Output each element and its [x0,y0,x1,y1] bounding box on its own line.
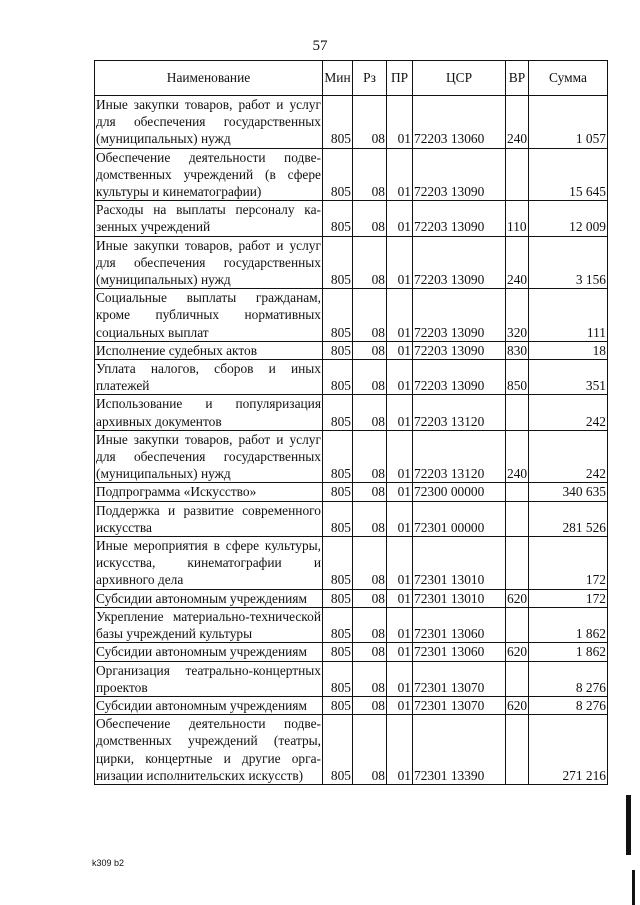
cell-min: 805 [323,589,353,607]
cell-vr: 240 [506,236,529,289]
header-min: Мин [323,61,353,96]
cell-pr: 01 [387,148,413,201]
cell-vr [506,483,529,501]
cell-min: 805 [323,236,353,289]
cell-vr: 620 [507,697,528,713]
cell-name: Иные закупки товаров, работ и услуг для обеспечения государственных (муниципальных) нужд [96,431,321,482]
cell-sum: 281 526 [529,501,608,536]
cell-csr: 72301 00000 [413,501,506,536]
table-row [95,430,608,483]
cell-rz: 08 [353,501,387,536]
cell-sum: 18 [529,341,608,359]
cell-vr: 830 [507,342,528,358]
cell-sum: 242 [529,395,608,430]
cell-sum: 111 [529,289,608,342]
table-row [95,96,608,149]
table-row [95,483,608,501]
cell-vr [506,395,529,430]
cell-vr [506,607,529,642]
table-row [95,236,608,289]
cell-rz: 08 [353,96,387,149]
cell-sum: 242 [529,430,608,483]
cell-pr: 01 [387,430,413,483]
table-row [95,201,608,236]
cell-csr: 72203 13090 [413,201,506,236]
cell-sum: 15 645 [529,148,608,201]
cell-vr: 620 [507,644,528,660]
cell-min: 805 [323,661,353,696]
cell-pr: 01 [387,696,413,714]
cell-rz: 08 [353,148,387,201]
cell-min: 805 [323,483,353,501]
cell-name: Исполнение судебных актов [95,341,323,359]
cell-pr: 01 [387,589,413,607]
cell-rz: 08 [353,395,387,430]
cell-name: Обеспечение деятельности подведомственных учреждений (в сфере культуры и кинематографии) [96,149,321,200]
cell-vr [506,501,529,536]
footer-code: k309 b2 [92,858,125,868]
table-row [95,661,608,696]
table-row [95,643,608,661]
cell-min: 805 [323,201,353,236]
cell-rz: 08 [353,643,387,661]
cell-sum: 1 862 [529,643,608,661]
cell-name: Субсидии автономным учреждениям [95,589,323,607]
cell-name: Расходы на выплаты персоналу казенных учреждений [96,202,321,235]
cell-name: Субсидии автономным учреждениям [95,643,323,661]
cell-name: Иные мероприятия в сфере культуры, искусства, кинематографии и архивного дела [96,538,321,588]
cell-pr: 01 [387,501,413,536]
cell-pr: 01 [387,360,413,395]
cell-sum: 1 862 [529,607,608,642]
cell-min: 805 [323,289,353,342]
cell-sum: 8 276 [529,696,608,714]
cell-csr: 72301 13060 [413,607,506,642]
cell-csr: 72203 13120 [413,430,506,483]
cell-pr: 01 [387,715,413,785]
cell-name: Обеспечение деятельности подведомственных учреждений (театры, цирки, концертные и другие организации исполнительских искусств) [96,716,321,783]
cell-rz: 08 [353,430,387,483]
cell-pr: 01 [387,607,413,642]
table-row [95,289,608,342]
cell-name: Уплата налогов, сборов и иных платежей [96,361,321,394]
cell-sum: 351 [529,360,608,395]
table-row [95,148,608,201]
cell-sum: 271 216 [529,715,608,785]
cell-csr: 72301 13390 [413,715,506,785]
cell-min: 805 [323,696,353,714]
cell-pr: 01 [387,483,413,501]
header-sum: Сумма [529,61,608,96]
cell-vr: 240 [506,430,529,483]
cell-sum: 12 009 [529,201,608,236]
cell-vr [506,148,529,201]
cell-pr: 01 [387,96,413,149]
cell-sum: 172 [529,537,608,590]
cell-min: 805 [323,643,353,661]
table-row [95,696,608,714]
cell-csr: 72301 13010 [413,537,506,590]
cell-rz: 08 [353,696,387,714]
table-row [95,607,608,642]
cell-sum: 1 057 [529,96,608,149]
cell-min: 805 [323,341,353,359]
cell-csr: 72203 13090 [413,289,506,342]
budget-table [94,60,608,785]
cell-min: 805 [323,607,353,642]
cell-pr: 01 [387,537,413,590]
cell-name: Иные закупки товаров, работ и услуг для обеспечения государственных (муниципальных) нужд [96,97,321,147]
cell-vr: 110 [506,201,529,236]
table-row [95,589,608,607]
cell-rz: 08 [353,661,387,696]
cell-name: Иные закупки товаров, работ и услуг для обеспечения государственных (муниципальных) нужд [96,237,321,288]
cell-rz: 08 [353,236,387,289]
cell-pr: 01 [387,643,413,661]
cell-pr: 01 [387,236,413,289]
table-row [95,501,608,536]
cell-rz: 08 [353,201,387,236]
cell-sum: 340 635 [529,483,608,501]
cell-vr: 320 [506,289,529,342]
cell-csr: 72203 13090 [413,148,506,201]
table-row [95,341,608,359]
cell-sum: 172 [529,589,608,607]
table-row [95,537,608,590]
header-pr: ПР [387,61,413,96]
cell-pr: 01 [387,395,413,430]
table-body [95,96,608,785]
cell-vr [506,661,529,696]
header-csr: ЦСР [413,61,506,96]
cell-vr: 850 [506,360,529,395]
cell-csr: 72301 13070 [413,661,506,696]
cell-csr: 72203 13060 [413,96,506,149]
cell-csr: 72301 13010 [413,589,506,607]
cell-min: 805 [323,148,353,201]
header-vr: ВР [506,61,529,96]
cell-name: Подпрограмма «Искусство» [95,483,323,501]
cell-csr: 72203 13120 [413,395,506,430]
cell-pr: 01 [387,201,413,236]
table-header-row [95,61,608,96]
cell-name: Поддержка и развитие современного искусства [96,502,321,535]
cell-csr: 72203 13090 [413,236,506,289]
cell-name: Субсидии автономным учреждениям [95,696,323,714]
scan-edge-mark-lower [632,870,635,905]
cell-min: 805 [323,360,353,395]
cell-min: 805 [323,430,353,483]
cell-vr: 240 [506,96,529,149]
cell-min: 805 [323,501,353,536]
header-name: Наименование [95,61,323,96]
cell-rz: 08 [353,341,387,359]
table-row [95,360,608,395]
cell-rz: 08 [353,289,387,342]
cell-rz: 08 [353,607,387,642]
cell-rz: 08 [353,537,387,590]
cell-name: Использование и популяризация архивных документов [96,396,321,429]
cell-csr: 72301 13070 [413,696,506,714]
cell-vr: 620 [507,590,528,606]
cell-min: 805 [323,395,353,430]
cell-sum: 8 276 [529,661,608,696]
cell-rz: 08 [353,483,387,501]
cell-pr: 01 [387,341,413,359]
cell-sum: 3 156 [529,236,608,289]
cell-csr: 72203 13090 [413,360,506,395]
cell-pr: 01 [387,661,413,696]
cell-rz: 08 [353,589,387,607]
cell-min: 805 [323,715,353,785]
cell-csr: 72300 00000 [413,483,506,501]
table-row [95,715,608,785]
cell-rz: 08 [353,715,387,785]
scan-edge-mark [626,795,631,855]
cell-rz: 08 [353,360,387,395]
cell-pr: 01 [387,289,413,342]
cell-name: Социальные выплаты гражданам, кроме публичных нормативных социальных выплат [96,290,321,340]
table-row [95,395,608,430]
cell-min: 805 [323,537,353,590]
cell-csr: 72301 13060 [413,643,506,661]
cell-name: Организация театрально-концертных проектов [96,662,321,695]
cell-vr [506,537,529,590]
cell-vr [506,715,529,785]
page-number: 57 [312,38,328,54]
cell-csr: 72203 13090 [413,341,506,359]
cell-min: 805 [323,96,353,149]
header-rz: Рз [353,61,387,96]
cell-name: Укрепление материально-технической базы учреждений культуры [96,608,321,642]
